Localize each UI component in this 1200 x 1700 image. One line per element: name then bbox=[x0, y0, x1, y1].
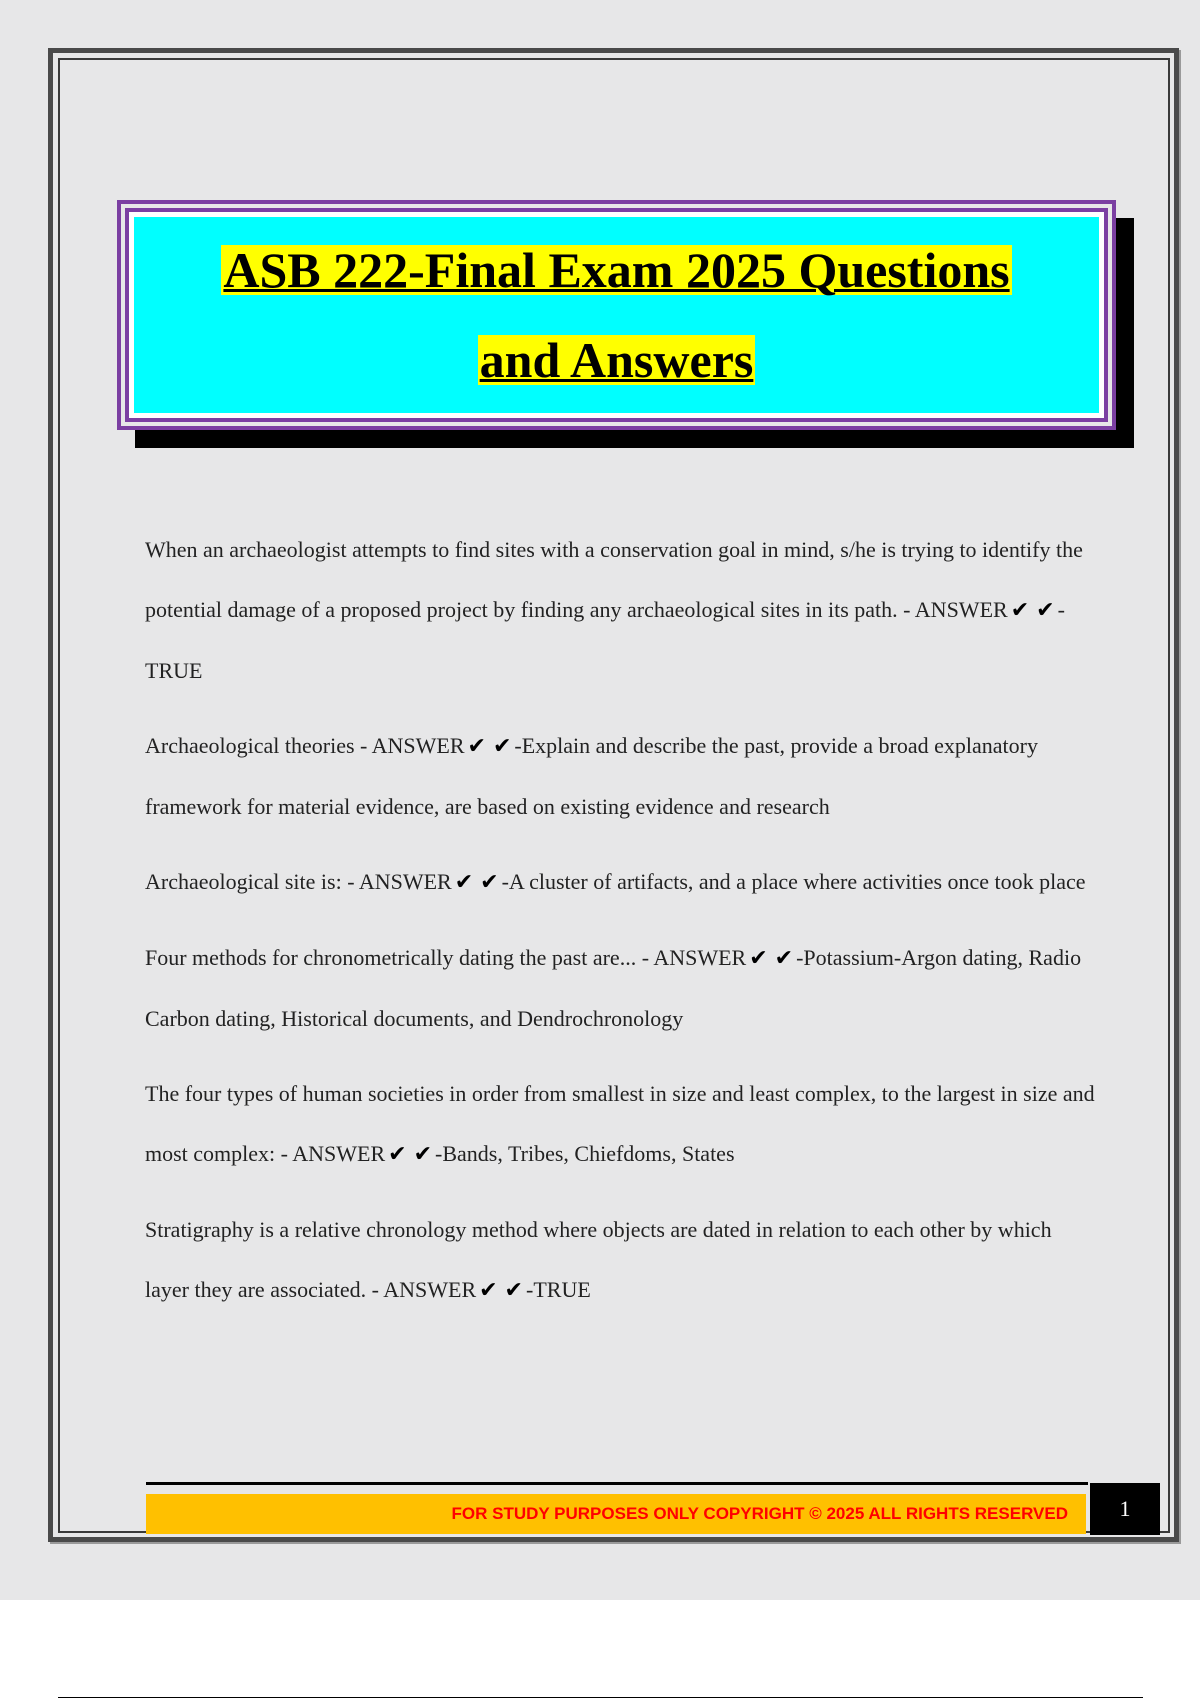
question-text: Stratigraphy is a relative chronology method where objects are dated in relation to each other by which layer they are associated. - bbox=[145, 1217, 1052, 1302]
title-frame bbox=[117, 200, 1116, 430]
qa-entry bbox=[145, 928, 1095, 1049]
question-text: When an archaeologist attempts to find sites with a conservation goal in mind, s/he is trying to identify the potential damage of a proposed project by finding any archaeological sites in its path. - bbox=[145, 537, 1083, 622]
answer-text: -TRUE bbox=[145, 597, 1065, 683]
answer-text: -Bands, Tribes, Chiefdoms, States bbox=[435, 1141, 735, 1166]
qa-entry bbox=[145, 520, 1095, 701]
document-title-line-2: and Answers bbox=[479, 332, 754, 388]
question-text: The four types of human societies in order from smallest in size and least complex, to the largest in size and most complex: - bbox=[145, 1081, 1095, 1166]
check-mark-icon: ✔ ✔ bbox=[388, 1142, 433, 1167]
question-text: Archaeological theories - bbox=[145, 733, 368, 758]
check-mark-icon: ✔ ✔ bbox=[749, 946, 794, 971]
answer-label: ANSWER bbox=[292, 1141, 386, 1166]
check-mark-icon: ✔ ✔ bbox=[454, 870, 499, 895]
answer-text: -Potassium-Argon dating, Radio Carbon dating, Historical documents, and Dendrochronology bbox=[145, 945, 1082, 1031]
footer-rule bbox=[146, 1482, 1088, 1485]
answer-label: ANSWER bbox=[383, 1277, 477, 1302]
answer-text: -Explain and describe the past, provide a broad explanatory framework for material evidence, are based on existing evidence and research bbox=[145, 733, 1038, 819]
question-text: Archaeological site is: - bbox=[145, 869, 355, 894]
title-frame-inner bbox=[125, 208, 1108, 422]
answer-text: -TRUE bbox=[526, 1277, 591, 1302]
document-title-line-1: ASB 222-Final Exam 2025 Questions bbox=[223, 242, 1010, 298]
answer-text: -A cluster of artifacts, and a place where activities once took place bbox=[501, 869, 1086, 894]
check-mark-icon: ✔ ✔ bbox=[1010, 598, 1055, 623]
answer-label: ANSWER bbox=[358, 869, 452, 894]
qa-list bbox=[145, 520, 1095, 1336]
check-mark-icon: ✔ ✔ bbox=[479, 1278, 523, 1303]
answer-label: ANSWER bbox=[914, 597, 1008, 622]
question-text: Four methods for chronometrically dating the past are... - bbox=[145, 945, 650, 970]
qa-entry bbox=[145, 716, 1095, 837]
check-mark-icon: ✔ ✔ bbox=[467, 734, 512, 759]
page-number-text: 1 bbox=[1119, 1496, 1131, 1521]
answer-label: ANSWER bbox=[653, 945, 747, 970]
answer-label: ANSWER bbox=[371, 733, 465, 758]
qa-entry bbox=[145, 852, 1095, 913]
bottom-divider bbox=[58, 1697, 1143, 1698]
footer-bar bbox=[146, 1494, 1086, 1534]
copyright-notice: FOR STUDY PURPOSES ONLY COPYRIGHT © 2025 ALL RIGHTS RESERVED bbox=[451, 1504, 1068, 1523]
page-number bbox=[1090, 1483, 1160, 1535]
title-box bbox=[134, 217, 1099, 413]
qa-entry bbox=[145, 1064, 1095, 1185]
qa-entry bbox=[145, 1200, 1095, 1321]
